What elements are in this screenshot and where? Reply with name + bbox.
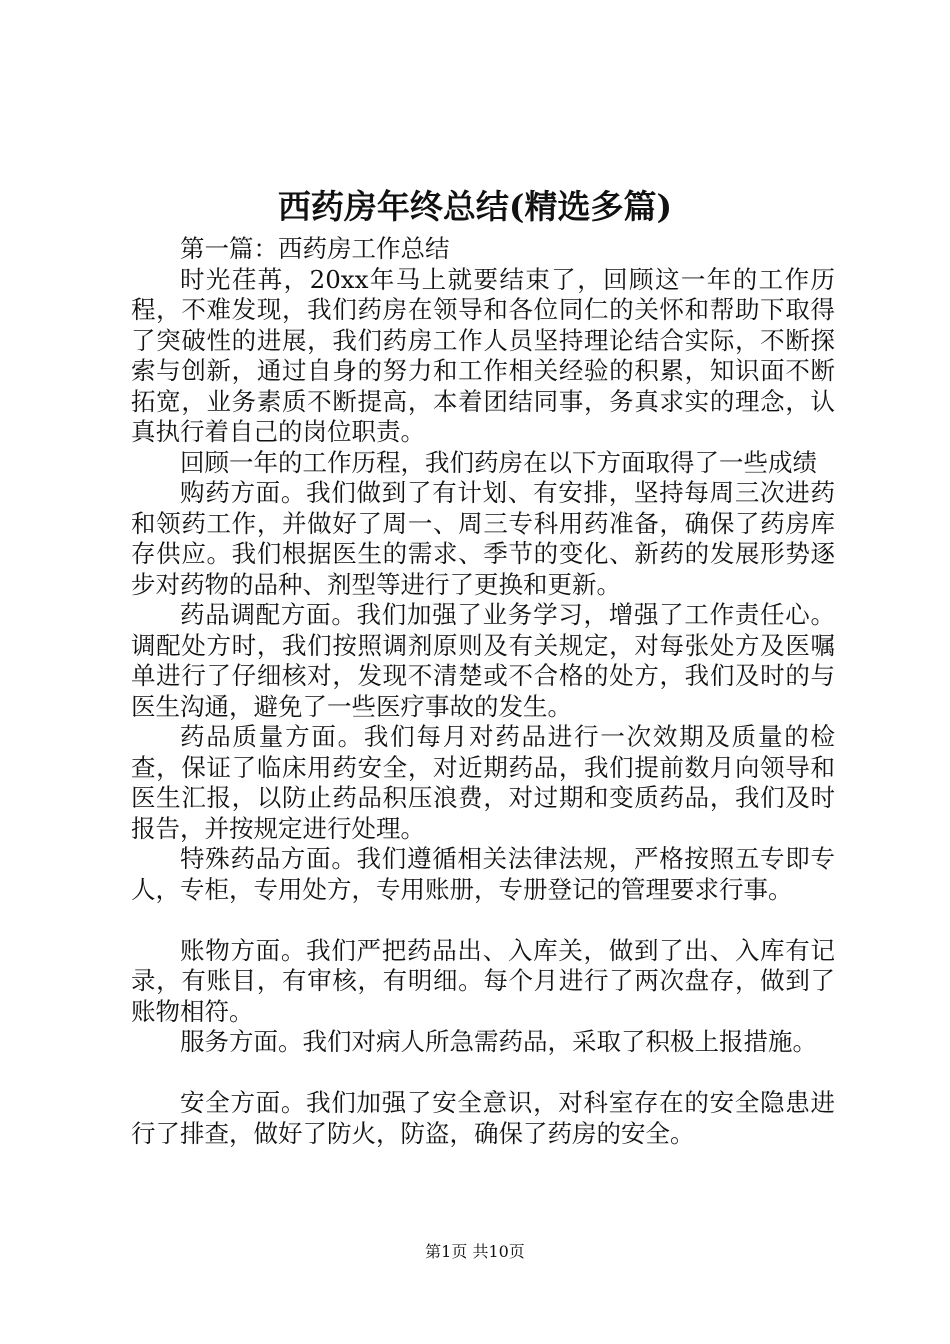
paragraph-quality: 药品质量方面。我们每月对药品进行一次效期及质量的检查，保证了临床用药安全，对近期药品，我们提前数月向领导和医生汇报，以防止药品积压浪费，对过期和变质药品，我们及时报告，并按规定进行处理。 [131, 722, 835, 843]
blank-line [131, 905, 835, 936]
document-body [131, 234, 835, 1149]
paragraph-accounts: 账物方面。我们严把药品出、入库关，做到了出、入库有记录，有账目，有审核，有明细。每个月进行了两次盘存，做到了账物相符。 [131, 935, 835, 1026]
document-title: 西药房年终总结(精选多篇) [277, 187, 673, 226]
paragraph-intro: 时光荏苒，20xx年马上就要结束了，回顾这一年的工作历程，不难发现，我们药房在领导和各位同仁的关怀和帮助下取得了突破性的进展，我们药房工作人员坚持理论结合实际，不断探索与创新，通过自身的努力和工作相关经验的积累，知识面不断拓宽，业务素质不断提高，本着团结同事，务真求实的理念，认真执行着自己的岗位职责。 [131, 264, 835, 446]
paragraph-special-drugs: 特殊药品方面。我们遵循相关法律法规，严格按照五专即专人，专柜，专用处方，专用账册，专册登记的管理要求行事。 [131, 844, 835, 904]
paragraph-dispensing: 药品调配方面。我们加强了业务学习，增强了工作责任心。调配处方时，我们按照调剂原则及有关规定，对每张处方及医嘱单进行了仔细核对，发现不清楚或不合格的处方，我们及时的与医生沟通，避免了一些医疗事故的发生。 [131, 600, 835, 721]
paragraph-service: 服务方面。我们对病人所急需药品，采取了积极上报措施。 [180, 1027, 817, 1056]
page-number: 第1页 共10页 [425, 1242, 525, 1261]
paragraph-purchasing: 购药方面。我们做到了有计划、有安排，坚持每周三次进药和领药工作，并做好了周一、周三专科用药准备，确保了药房库存供应。我们根据医生的需求、季节的变化、新药的发展形势逐步对药物的品种、剂型等进行了更换和更新。 [131, 478, 835, 599]
paragraph-review: 回顾一年的工作历程，我们药房在以下方面取得了一些成绩 [180, 447, 817, 477]
blank-line [131, 1058, 835, 1089]
section-heading: 第一篇：西药房工作总结 [180, 234, 450, 263]
paragraph-safety: 安全方面。我们加强了安全意识，对科室存在的安全隐患进行了排查，做好了防火，防盗，确保了药房的安全。 [131, 1088, 835, 1148]
